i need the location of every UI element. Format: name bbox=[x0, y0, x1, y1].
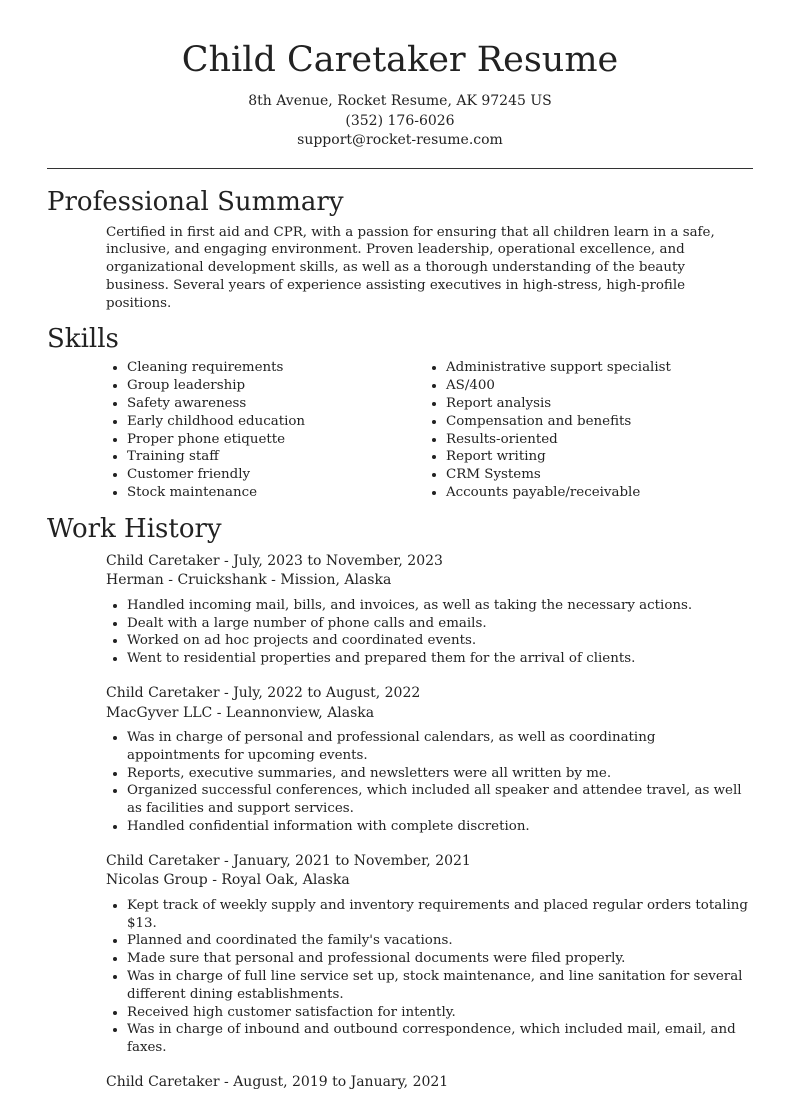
job-company-line: Nicolas Group - Royal Oak, Alaska bbox=[106, 872, 350, 889]
job-bullet: • Was in charge of full line service set up, stock maintenance, and line sanitation for several different dining establishments. bbox=[127, 968, 750, 1004]
job-entry bbox=[106, 852, 750, 1057]
job-bullet: • Was in charge of personal and professional calendars, as well as coordinating appointments for upcoming events. bbox=[127, 729, 750, 765]
job-company-line: Herman - Cruickshank - Mission, Alaska bbox=[106, 572, 392, 589]
job-bullet: • Organized successful conferences, which included all speaker and attendee travel, as well as facilities and support services. bbox=[127, 782, 750, 818]
skill-item: • Cleaning requirements bbox=[127, 359, 425, 377]
job-bullet: • Planned and coordinated the family's vacations. bbox=[127, 932, 750, 950]
contact-email: support@rocket-resume.com bbox=[297, 132, 503, 148]
job-bullet: • Reports, executive summaries, and newsletters were all written by me. bbox=[127, 765, 750, 783]
job-bullets bbox=[106, 897, 750, 1057]
job-role-line: Child Caretaker - August, 2019 to January, 2021 bbox=[106, 1074, 449, 1090]
skill-item: • Group leadership bbox=[127, 377, 425, 395]
skill-item: • Safety awareness bbox=[127, 395, 425, 413]
job-bullet: • Handled incoming mail, bills, and invoices, as well as taking the necessary actions. bbox=[127, 597, 750, 615]
skill-item: • Compensation and benefits bbox=[446, 413, 671, 431]
job-role-line: Child Caretaker - January, 2021 to November, 2021 bbox=[106, 852, 471, 869]
job-bullet: • Received high customer satisfaction for intently. bbox=[127, 1004, 750, 1022]
job-entry bbox=[106, 1073, 750, 1093]
summary-heading: Professional Summary bbox=[47, 186, 344, 217]
job-bullet: • Made sure that personal and professional documents were filed properly. bbox=[127, 950, 750, 968]
skill-item: • Stock maintenance bbox=[127, 484, 425, 502]
skill-item: • Proper phone etiquette bbox=[127, 431, 425, 449]
skill-item: • Customer friendly bbox=[127, 466, 425, 484]
job-entry bbox=[106, 552, 750, 668]
skills-list bbox=[0, 359, 800, 501]
skill-item: • AS/400 bbox=[446, 377, 671, 395]
job-company-line: MacGyver LLC - Leannonview, Alaska bbox=[106, 704, 375, 721]
skill-item: • Accounts payable/receivable bbox=[446, 484, 671, 502]
job-role-line: Child Caretaker - July, 2022 to August, 2022 bbox=[106, 685, 421, 702]
job-bullet: • Dealt with a large number of phone calls and emails. bbox=[127, 615, 750, 633]
resume-header bbox=[0, 0, 800, 151]
job-bullet: • Kept track of weekly supply and inventory requirements and placed regular orders totaling $13. bbox=[127, 897, 750, 933]
skills-heading: Skills bbox=[47, 324, 119, 355]
skills-column-2 bbox=[425, 359, 671, 501]
job-entry bbox=[106, 684, 750, 836]
contact-address: 8th Avenue, Rocket Resume, AK 97245 US bbox=[248, 93, 552, 109]
work-history-heading: Work History bbox=[47, 513, 222, 544]
job-bullet: • Worked on ad hoc projects and coordinated events. bbox=[127, 632, 750, 650]
header-divider bbox=[47, 168, 753, 169]
job-bullets bbox=[106, 597, 750, 668]
skill-item: • Results-oriented bbox=[446, 431, 671, 449]
contact-phone: (352) 176-6026 bbox=[345, 112, 455, 129]
skill-item: • Report writing bbox=[446, 448, 671, 466]
job-bullet: • Handled confidential information with complete discretion. bbox=[127, 818, 750, 836]
skills-column-1 bbox=[106, 359, 425, 501]
skill-item: • CRM Systems bbox=[446, 466, 671, 484]
skill-item: • Administrative support specialist bbox=[446, 359, 671, 377]
skill-item: • Training staff bbox=[127, 448, 425, 466]
skill-item: • Report analysis bbox=[446, 395, 671, 413]
job-bullets bbox=[106, 729, 750, 836]
job-bullet: • Was in charge of inbound and outbound correspondence, which included mail, email, and faxes. bbox=[127, 1021, 750, 1057]
job-bullet: • Went to residential properties and prepared them for the arrival of clients. bbox=[127, 650, 750, 668]
summary-text: Certified in first aid and CPR, with a passion for ensuring that all children learn in a safe, inclusive, and engaging environment. Proven leadership, operational excellence, and organizational development skills, as well as a thorough understanding of the beauty business. Several years of experience assisting executives in high-stress, high-profile positions. bbox=[106, 224, 715, 311]
skill-item: • Early childhood education bbox=[127, 413, 425, 431]
resume-title: Child Caretaker Resume bbox=[181, 40, 619, 80]
job-role-line: Child Caretaker - July, 2023 to November, 2023 bbox=[106, 552, 443, 569]
